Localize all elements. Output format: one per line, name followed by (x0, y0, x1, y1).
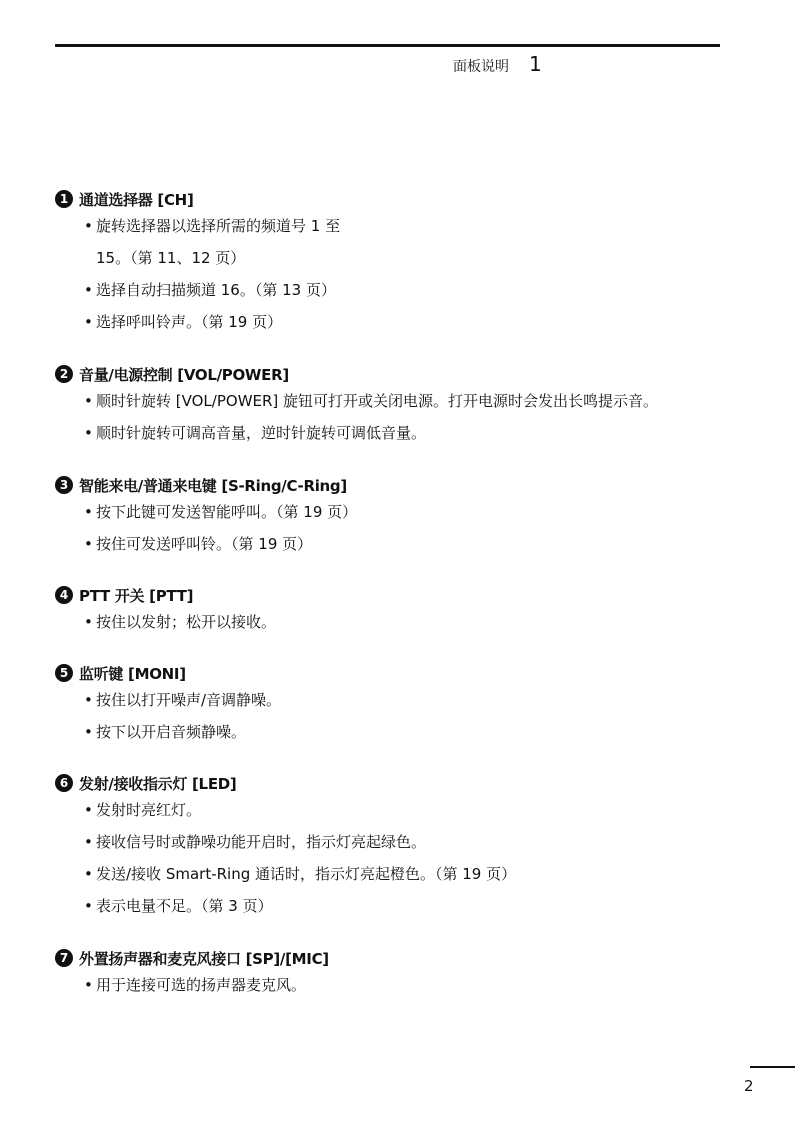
number-badge: 1 (55, 190, 73, 208)
section-ch (55, 188, 340, 338)
bullet-item: • 选择自动扫描频道 16。（第 13 页） (55, 274, 340, 306)
section-title: PTT 开关 [PTT] (79, 586, 194, 605)
top-rule (55, 44, 720, 47)
section-sp-mic (55, 947, 329, 1001)
bullet-item: • 发射时亮红灯。 (55, 794, 516, 826)
bullet-item: • 顺时针旋转 [VOL/POWER] 旋钮可打开或关闭电源。打开电源时会发出长鸣提示音。 (55, 385, 658, 417)
section-heading (55, 584, 276, 606)
page-header (453, 52, 542, 76)
section-moni (55, 662, 281, 748)
section-ptt (55, 584, 276, 638)
bullet-item: • 发送/接收 Smart-Ring 通话时，指示灯亮起橙色。（第 19 页） (55, 858, 516, 890)
section-heading (55, 662, 281, 684)
section-heading (55, 947, 329, 969)
section-title: 音量/电源控制 [VOL/POWER] (79, 365, 289, 384)
bullet-item: • 按住以打开噪声/音调静噪。 (55, 684, 281, 716)
section-heading (55, 363, 658, 385)
section-heading (55, 188, 340, 210)
number-badge: 5 (55, 664, 73, 682)
section-title: 智能来电/普通来电键 [S-Ring/C-Ring] (79, 476, 347, 495)
bullet-item: • 接收信号时或静噪功能开启时，指示灯亮起绿色。 (55, 826, 516, 858)
number-badge: 2 (55, 365, 73, 383)
section-title: 监听键 [MONI] (79, 664, 186, 683)
chapter-number: 1 (529, 52, 542, 76)
bullet-item: • 用于连接可选的扬声器麦克风。 (55, 969, 329, 1001)
bullet-item: • 按下以开启音频静噪。 (55, 716, 281, 748)
number-badge: 4 (55, 586, 73, 604)
header-title: 面板说明 (453, 59, 509, 75)
bottom-rule (750, 1066, 795, 1068)
section-heading (55, 474, 357, 496)
number-badge: 3 (55, 476, 73, 494)
bullet-item: • 按住以发射；松开以接收。 (55, 606, 276, 638)
section-title: 外置扬声器和麦克风接口 [SP]/[MIC] (79, 949, 329, 968)
bullet-item: • 旋转选择器以选择所需的频道号 1 至 (55, 210, 340, 242)
number-badge: 6 (55, 774, 73, 792)
section-heading (55, 772, 516, 794)
bullet-item: • 选择呼叫铃声。（第 19 页） (55, 306, 340, 338)
bullet-item: • 按下此键可发送智能呼叫。（第 19 页） (55, 496, 357, 528)
bullet-continuation: 15。（第 11、12 页） (96, 249, 246, 267)
section-led (55, 772, 516, 922)
section-title: 通道选择器 [CH] (79, 190, 194, 209)
section-title: 发射/接收指示灯 [LED] (79, 774, 237, 793)
bullet-item: • 按住可发送呼叫铃。（第 19 页） (55, 528, 357, 560)
bullet-item: • 表示电量不足。（第 3 页） (55, 890, 516, 922)
section-vol-power (55, 363, 658, 449)
page-number: 2 (744, 1077, 754, 1095)
bullet-item: • 顺时针旋转可调高音量，逆时针旋转可调低音量。 (55, 417, 658, 449)
number-badge: 7 (55, 949, 73, 967)
section-s-ring (55, 474, 357, 560)
